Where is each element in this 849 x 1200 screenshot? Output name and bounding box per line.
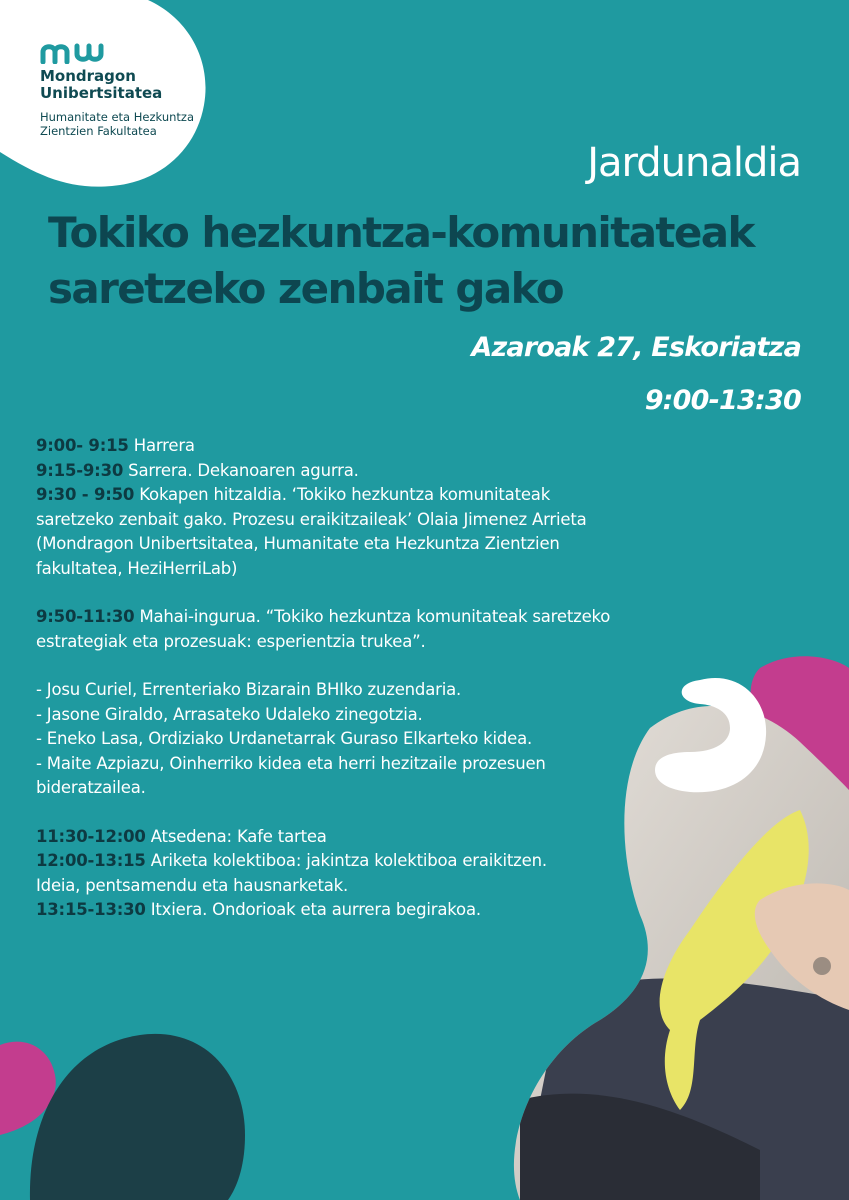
- panelist: - Jasone Giraldo, Arrasateko Udaleko zinegotzia.: [36, 704, 423, 724]
- panelist-continued: bideratzailea.: [36, 778, 146, 797]
- agenda: [36, 434, 696, 923]
- agenda-text-line: estrategiak eta prozesuak: esperientzia trukea”.: [36, 631, 426, 651]
- agenda-time: 11:30-12:00: [36, 826, 146, 846]
- event-date-place: Azaroak 27, Eskoriatza: [471, 332, 801, 363]
- agenda-text: Sarrera. Dekanoaren agurra.: [123, 460, 359, 480]
- agenda-item: [36, 434, 696, 459]
- agenda-time: 9:15-9:30: [36, 460, 124, 480]
- agenda-item: [36, 459, 696, 484]
- university-logo: [40, 42, 194, 138]
- logo-faculty2: Zientzien Fakultatea: [40, 124, 157, 138]
- agenda-item: [36, 849, 696, 874]
- agenda-text-line: (Mondragon Unibertsitatea, Humanitate eta Hezkuntza Zientzien: [36, 534, 560, 553]
- panelist: - Eneko Lasa, Ordiziako Urdanetarrak Guraso Elkarteko kidea.: [36, 729, 533, 748]
- event-title: [48, 205, 818, 317]
- agenda-time: 13:15-13:30: [36, 900, 146, 919]
- agenda-item: [36, 605, 696, 630]
- agenda-item: [36, 483, 696, 508]
- event-kicker: Jardunaldia: [587, 140, 801, 186]
- agenda-time: 12:00-13:15: [36, 851, 146, 870]
- agenda-text: Mahai-ingurua. “Tokiko hezkuntza komunitateak saretzeko: [134, 607, 611, 626]
- mu-logo-icon: [40, 42, 106, 64]
- logo-line2: Unibertsitatea: [40, 84, 163, 102]
- agenda-time: 9:00- 9:15: [36, 436, 129, 455]
- title-line1: Tokiko hezkuntza-komunitateak: [48, 208, 754, 257]
- agenda-text-line: Ideia, pentsamendu eta hausnarketak.: [36, 875, 349, 895]
- spacer: [36, 581, 696, 605]
- logo-line1: Mondragon: [40, 67, 136, 85]
- agenda-text: Atsedena: Kafe tartea: [145, 826, 327, 846]
- agenda-text: Harrera: [128, 436, 195, 455]
- agenda-text: Itxiera. Ondorioak eta aurrera begirakoa.: [145, 900, 481, 919]
- title-line2: saretzeko zenbait gako: [48, 264, 564, 313]
- dark-blob-left: [30, 1034, 245, 1200]
- agenda-item: [36, 898, 696, 923]
- agenda-text-line: fakultatea, HeziHerriLab): [36, 558, 238, 578]
- agenda-text-line: saretzeko zenbait gako. Prozesu eraikitzaileak’ Olaia Jimenez Arrieta: [36, 509, 587, 529]
- agenda-time: 9:50-11:30: [36, 607, 135, 626]
- spacer: [36, 654, 696, 678]
- panelist: - Maite Azpiazu, Oinherriko kidea eta herri hezitzaile prozesuen: [36, 753, 546, 773]
- agenda-time: 9:30 - 9:50: [36, 485, 135, 504]
- panelist: - Josu Curiel, Errenteriako Bizarain BHIko zuzendaria.: [36, 680, 462, 699]
- logo-university-name: [40, 68, 194, 102]
- logo-faculty: [40, 110, 194, 138]
- agenda-text: Kokapen hitzaldia. ‘Tokiko hezkuntza komunitateak: [134, 485, 551, 504]
- agenda-text: Ariketa kolektiboa: jakintza kolektiboa eraikitzen.: [145, 851, 547, 870]
- logo-faculty1: Humanitate eta Hezkuntza: [40, 110, 194, 124]
- event-hours: 9:00-13:30: [644, 385, 801, 416]
- spacer: [36, 801, 696, 825]
- agenda-item: [36, 825, 696, 850]
